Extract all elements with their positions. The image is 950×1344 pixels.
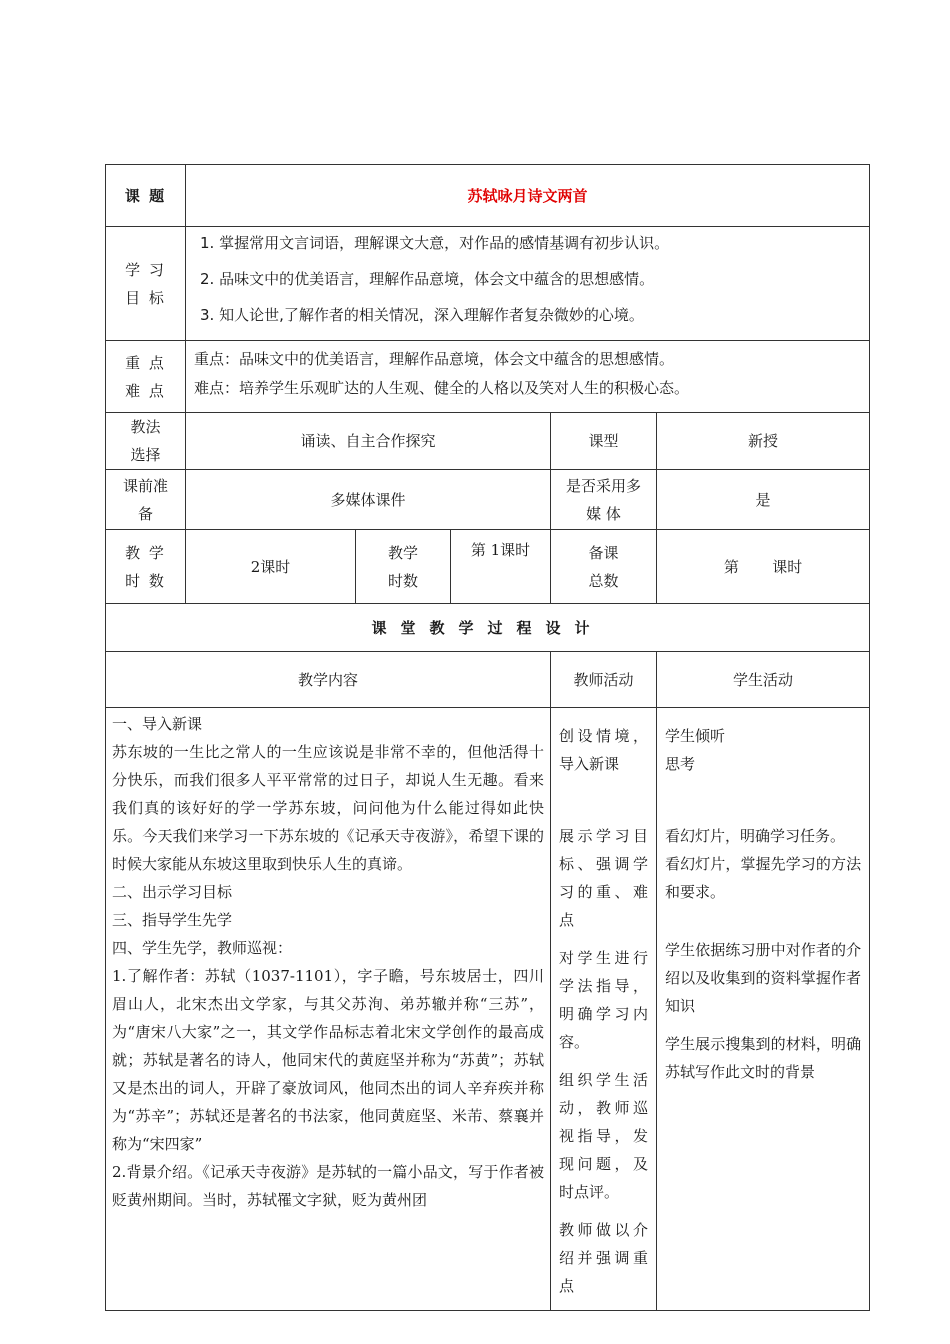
- key-points-row: [106, 341, 870, 413]
- student-activity: 思考: [665, 755, 696, 773]
- objective-item: 2. 品味文中的优美语言，理解作品意境，体会文中蕴含的思想感情。: [200, 270, 655, 288]
- objectives-label: 学 习 目 标: [106, 227, 186, 341]
- content-paragraph: 2.背景介绍。《记承天寺夜游》是苏轼的一篇小品文，写于作者被贬黄州期间。当时，苏轼罹文字狱，贬为黄州团: [112, 1163, 544, 1209]
- prep-label: 课前准 备: [106, 470, 186, 530]
- col-header-teacher: 教师活动: [551, 652, 657, 708]
- col-header-student: 学生活动: [657, 652, 870, 708]
- teaching-hours-label: 教学 时数: [356, 530, 451, 604]
- student-activity: 看幻灯片，掌握先学习的方法和要求。: [665, 855, 862, 901]
- difficulty-text: 难点：培养学生乐观旷达的人生观、健全的人格以及笑对人生的积极心态。: [194, 379, 690, 397]
- teaching-hours-value: 第 1课时: [451, 530, 551, 604]
- lesson-plan-table: [105, 164, 870, 1311]
- topic-label: 课 题: [106, 165, 186, 227]
- method-row: [106, 413, 870, 470]
- content-paragraph: 一、导入新课: [112, 715, 203, 733]
- teacher-activity: 组织学生活动，教师巡视指导，发现问题，及时点评。: [559, 1071, 648, 1201]
- teacher-activity: 教师做以介绍并强调重点: [559, 1221, 648, 1295]
- teacher-activity: 展示学习目标、强调学习的重、难点: [559, 827, 648, 929]
- process-body-row: [106, 708, 870, 1311]
- prep-total-label: 备课 总数: [551, 530, 657, 604]
- key-points-content: [186, 341, 870, 413]
- focus-text: 重点：品味文中的优美语言，理解作品意境，体会文中蕴含的思想感情。: [194, 350, 675, 368]
- hours-row: [106, 530, 870, 604]
- multimedia-label: 是否采用多 媒 体: [551, 470, 657, 530]
- objectives-list: [186, 227, 870, 341]
- hours-value: 2课时: [186, 530, 356, 604]
- content-paragraph: 三、指导学生先学: [112, 911, 233, 929]
- lesson-type-label: 课型: [551, 413, 657, 470]
- objective-item: 1. 掌握常用文言词语，理解课文大意，对作品的感情基调有初步认识。: [200, 234, 670, 252]
- multimedia-value: 是: [657, 470, 870, 530]
- content-paragraph: 苏东坡的一生比之常人的一生应该说是非常不幸的，但他活得十分快乐，而我们很多人平平常常的过日子，却说人生无趣。看来我们真的该好好的学一学苏东坡，问问他为什么能过得如此快乐。今天我们来学习一下苏东坡的《记承天寺夜游》，希望下课的时候大家能从东坡这里取到快乐人生的真谛。: [112, 743, 544, 873]
- prep-value: 多媒体课件: [186, 470, 551, 530]
- content-paragraph: 1.了解作者：苏轼（1037-1101），字子瞻，号东坡居士，四川眉山人，北宋杰出文学家，与其父苏洵、弟苏辙并称“三苏”，为“唐宋八大家”之一，其文学作品标志着北宋文学创作的最高成就；苏轼是著名的诗人，他同宋代的黄庭坚并称为“苏黄”；苏轼又是杰出的词人，开辟了豪放词风，他同杰出的词人辛弃疾并称为“苏辛”；苏轼还是著名的书法家，他同黄庭坚、米芾、蔡襄并称为“宋四家”: [112, 967, 544, 1153]
- student-activities: [657, 708, 870, 1311]
- objective-item: 3. 知人论世,了解作者的相关情况，深入理解作者复杂微妙的心境。: [200, 306, 644, 324]
- content-paragraph: 四、学生先学，教师巡视：: [112, 939, 293, 957]
- process-title: 课堂教学过程设计: [106, 604, 870, 652]
- lesson-type-value: 新授: [657, 413, 870, 470]
- lesson-plan-sheet: [105, 164, 869, 1311]
- process-header-row: [106, 652, 870, 708]
- hours-label: 教 学 时 数: [106, 530, 186, 604]
- teacher-activity: 创设情境，导入新课: [559, 727, 648, 773]
- content-paragraph: 二、出示学习目标: [112, 883, 233, 901]
- teaching-content: [106, 708, 551, 1311]
- prep-row: [106, 470, 870, 530]
- method-label: 教法 选择: [106, 413, 186, 470]
- teacher-activities: [551, 708, 657, 1311]
- student-activity: 学生展示搜集到的材料，明确苏轼写作此文时的背景: [665, 1035, 862, 1081]
- teacher-activity: 对学生进行学法指导，明确学习内容。: [559, 949, 648, 1051]
- lesson-title: 苏轼咏月诗文两首: [186, 165, 870, 227]
- key-points-label: 重 点 难 点: [106, 341, 186, 413]
- student-activity: 学生倾听: [665, 727, 726, 745]
- col-header-content: 教学内容: [106, 652, 551, 708]
- student-activity: 看幻灯片，明确学习任务。: [665, 827, 846, 845]
- objectives-row: [106, 227, 870, 341]
- process-title-row: [106, 604, 870, 652]
- method-value: 诵读、自主合作探究: [186, 413, 551, 470]
- student-activity: 学生依据练习册中对作者的介绍以及收集到的资料掌握作者知识: [665, 941, 862, 1015]
- topic-row: [106, 165, 870, 227]
- prep-total-value: 第 课时: [657, 530, 870, 604]
